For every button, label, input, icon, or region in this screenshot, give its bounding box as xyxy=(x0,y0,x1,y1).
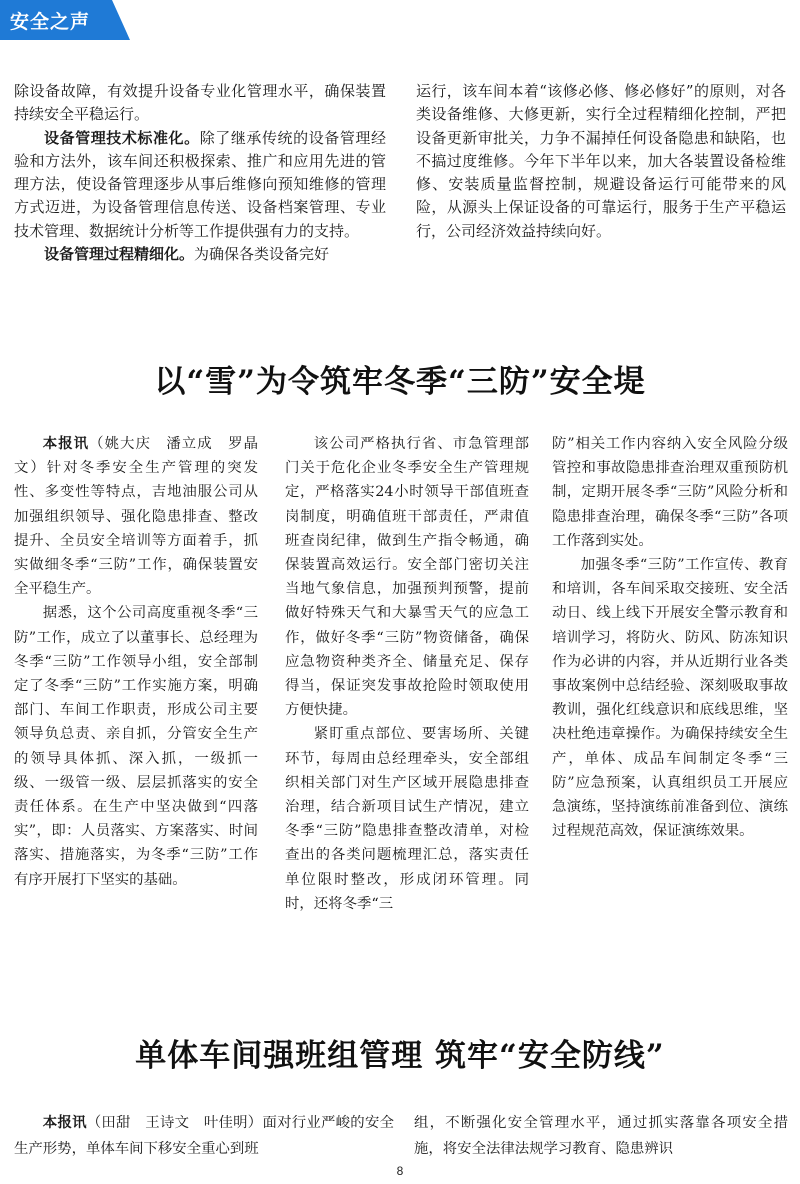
paragraph: 紧盯重点部位、要害场所、关键环节，每周由总经理牵头，安全部组织相关部门对生产区域开展隐患排查治理，结合新项目试生产情况，建立冬季“三防”隐患排查整改清单，对检查出的各类问题梳理汇总，落实责任单位限时整改，形成闭环管理。同时，还将冬季“三 xyxy=(285,726,529,912)
article1-column-2 xyxy=(285,432,529,916)
paragraph-lead: 设备管理技术标准化。 xyxy=(44,128,200,147)
section-tag-label: 安全之声 xyxy=(10,11,91,33)
article-headline: 单体车间强班组管理 筑牢“安全防线” xyxy=(135,1038,665,1074)
paragraph xyxy=(14,243,386,266)
dateline: 本报讯 xyxy=(42,1114,87,1131)
paragraph xyxy=(14,432,258,601)
article2-column-2 xyxy=(414,1110,788,1162)
paragraph: 运行，该车间本着“该修必修、修必修好”的原则，对各类设备维修、大修更新，实行全过程精细化控制，严把设备更新审批关，力争不漏掉任何设备隐患和缺陷，也不搞过度维修。今年下半年以来，加大各装置设备检维修、安装质量监督控制，规避设备运行可能带来的风险，从源头上保证设备的可靠运行，服务于生产平稳运行，公司经济效益持续向好。 xyxy=(416,82,786,240)
paragraph xyxy=(14,127,386,243)
paragraph-body: （姚大庆 潘立成 罗晶文）针对冬季安全生产管理的突发性、多变性等特点，吉地油服公司从加强组织领导、强化隐患排查、整改提升、全员安全培训等方面着手，抓实做细冬季“三防”工作，确保装置安全平稳生产。 xyxy=(14,436,258,598)
article1-column-3 xyxy=(552,432,788,843)
paragraph: 组，不断强化安全管理水平，通过抓实落靠各项安全措施，将安全法律法规学习教育、隐患辨识 xyxy=(414,1115,788,1157)
section-tag xyxy=(0,0,130,40)
paragraph-lead: 设备管理过程精细化。 xyxy=(44,245,195,264)
paragraph-body: 除了继承传统的设备管理经验和方法外，该车间还积极探索、推广和应用先进的管理方法，使设备管理逐步从事后维修向预知维修的管理方式迈进，为设备管理信息传送、设备档案管理、专业技术管理、数据统计分析等工作提供强有力的支持。 xyxy=(14,128,386,240)
page-number: 8 xyxy=(396,1164,404,1178)
paragraph: 据悉，这个公司高度重视冬季“三防”工作，成立了以董事长、总经理为冬季“三防”工作领导小组，安全部制定了冬季“三防”工作实施方案，明确部门、车间工作职责，形成公司主要领导负总责、亲自抓，分管安全生产的领导具体抓、深入抓，一级抓一级、一级管一级、层层抓落实的安全责任体系。在生产中坚决做到“四落实”，即：人员落实、方案落实、时间落实、措施落实，为冬季“三防”工作有序开展打下坚实的基础。 xyxy=(14,605,258,888)
article2-column-1 xyxy=(14,1110,394,1162)
paragraph: 该公司严格执行省、市急管理部门关于危化企业冬季安全生产管理规定，严格落实24小时领导干部值班查岗制度，明确值班干部责任，严肃值班查岗纪律，做到生产指令畅通，确保装置高效运行。安全部门密切关注当地气象信息，加强预判预警，提前做好特殊天气和大暴雪天气的应急工作，做好冬季“三防”物资储备，确保应急物资种类齐全、储量充足、保存得当，保证突发事故抢险时领取使用方便快捷。 xyxy=(285,436,529,719)
paragraph: 加强冬季“三防”工作宣传、教育和培训，各车间采取交接班、安全活动日、线上线下开展安全警示教育和培训学习，将防火、防风、防冻知识作为必讲的内容，并从近期行业各类事故案例中总结经验、深刻吸取事故教训，强化红线意识和底线思维，坚决杜绝违章操作。为确保持续安全生产，单体、成品车间制定冬季“三防”应急预案，认真组织员工开展应急演练，坚持演练前准备到位、演练过程规范高效，保证演练效果。 xyxy=(552,557,788,840)
paragraph: 除设备故障，有效提升设备专业化管理水平，确保装置持续安全平稳运行。 xyxy=(14,82,386,124)
top-right-column xyxy=(416,80,786,243)
dateline: 本报讯 xyxy=(42,435,90,452)
top-left-column xyxy=(14,80,386,266)
article1-column-1 xyxy=(14,432,258,892)
article-headline: 以“雪”为令筑牢冬季“三防”安全堤 xyxy=(154,364,646,400)
paragraph xyxy=(14,1110,394,1162)
paragraph-body: （田甜 王诗文 叶佳明）面对行业严峻的安全生产形势，单体车间下移安全重心到班 xyxy=(14,1115,394,1157)
paragraph: 防”相关工作内容纳入安全风险分级管控和事故隐患排查治理双重预防机制，定期开展冬季“三防”风险分析和隐患排查治理，确保冬季“三防”各项工作落到实处。 xyxy=(552,436,788,549)
paragraph-body: 为确保各类设备完好 xyxy=(194,245,330,264)
